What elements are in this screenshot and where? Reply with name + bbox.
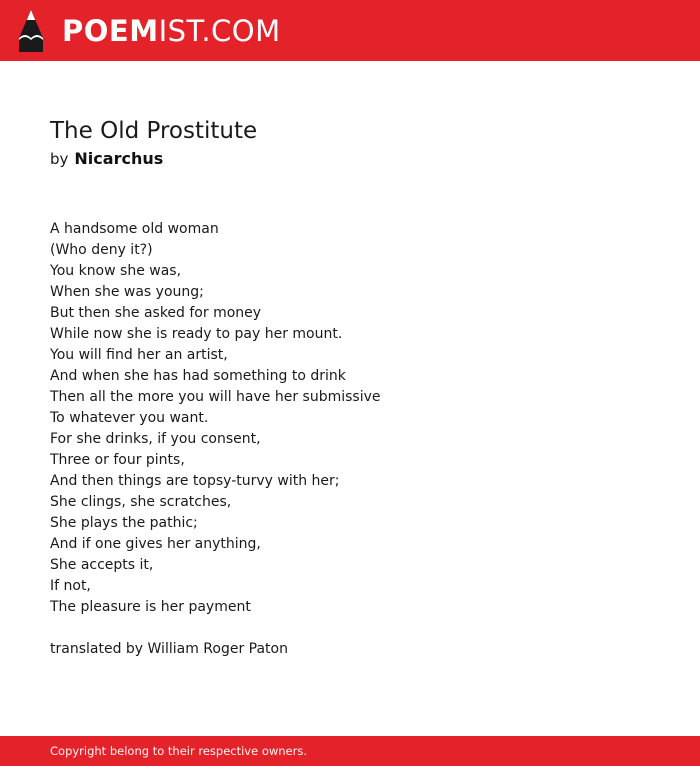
poem-line: (Who deny it?) [50, 242, 153, 258]
copyright-notice: Copyright belong to their respective owners. [50, 744, 308, 758]
site-logo-link[interactable] [17, 8, 281, 54]
logo-light-part: IST.COM [158, 13, 281, 48]
logo-bold-part: POEM [62, 13, 159, 48]
poem-line: Three or four pints, [50, 452, 185, 468]
poem-line: You know she was, [50, 263, 182, 279]
pencil-tip-icon [17, 9, 45, 53]
poem-line: To whatever you want. [50, 410, 209, 426]
poem-line: For she drinks, if you consent, [50, 431, 261, 447]
poem-line: She plays the pathic; [50, 515, 198, 531]
poem-line: A handsome old woman [50, 221, 219, 237]
poem-line: She clings, she scratches, [50, 494, 232, 510]
site-header [0, 0, 700, 61]
poem-line: You will find her an artist, [50, 347, 228, 363]
poem-line: Then all the more you will have her submissive [50, 389, 381, 405]
poem-line: And then things are topsy-turvy with her; [50, 473, 340, 489]
poem-body [50, 219, 381, 618]
translator-credit: translated by William Roger Paton [50, 641, 288, 657]
poem-line: The pleasure is her payment [50, 599, 251, 615]
site-logo-text [62, 13, 281, 48]
poem-line: While now she is ready to pay her mount. [50, 326, 343, 342]
byline [50, 149, 163, 169]
byline-label: by [50, 150, 69, 168]
author-link[interactable]: Nicarchus [74, 149, 164, 168]
poem-line: And if one gives her anything, [50, 536, 261, 552]
poem-line: She accepts it, [50, 557, 154, 573]
poem-line: But then she asked for money [50, 305, 262, 321]
poem-line: When she was young; [50, 284, 204, 300]
site-footer [0, 736, 700, 766]
poem-line: And when she has had something to drink [50, 368, 346, 384]
poem-line: If not, [50, 578, 91, 594]
poem-title: The Old Prostitute [50, 118, 258, 144]
